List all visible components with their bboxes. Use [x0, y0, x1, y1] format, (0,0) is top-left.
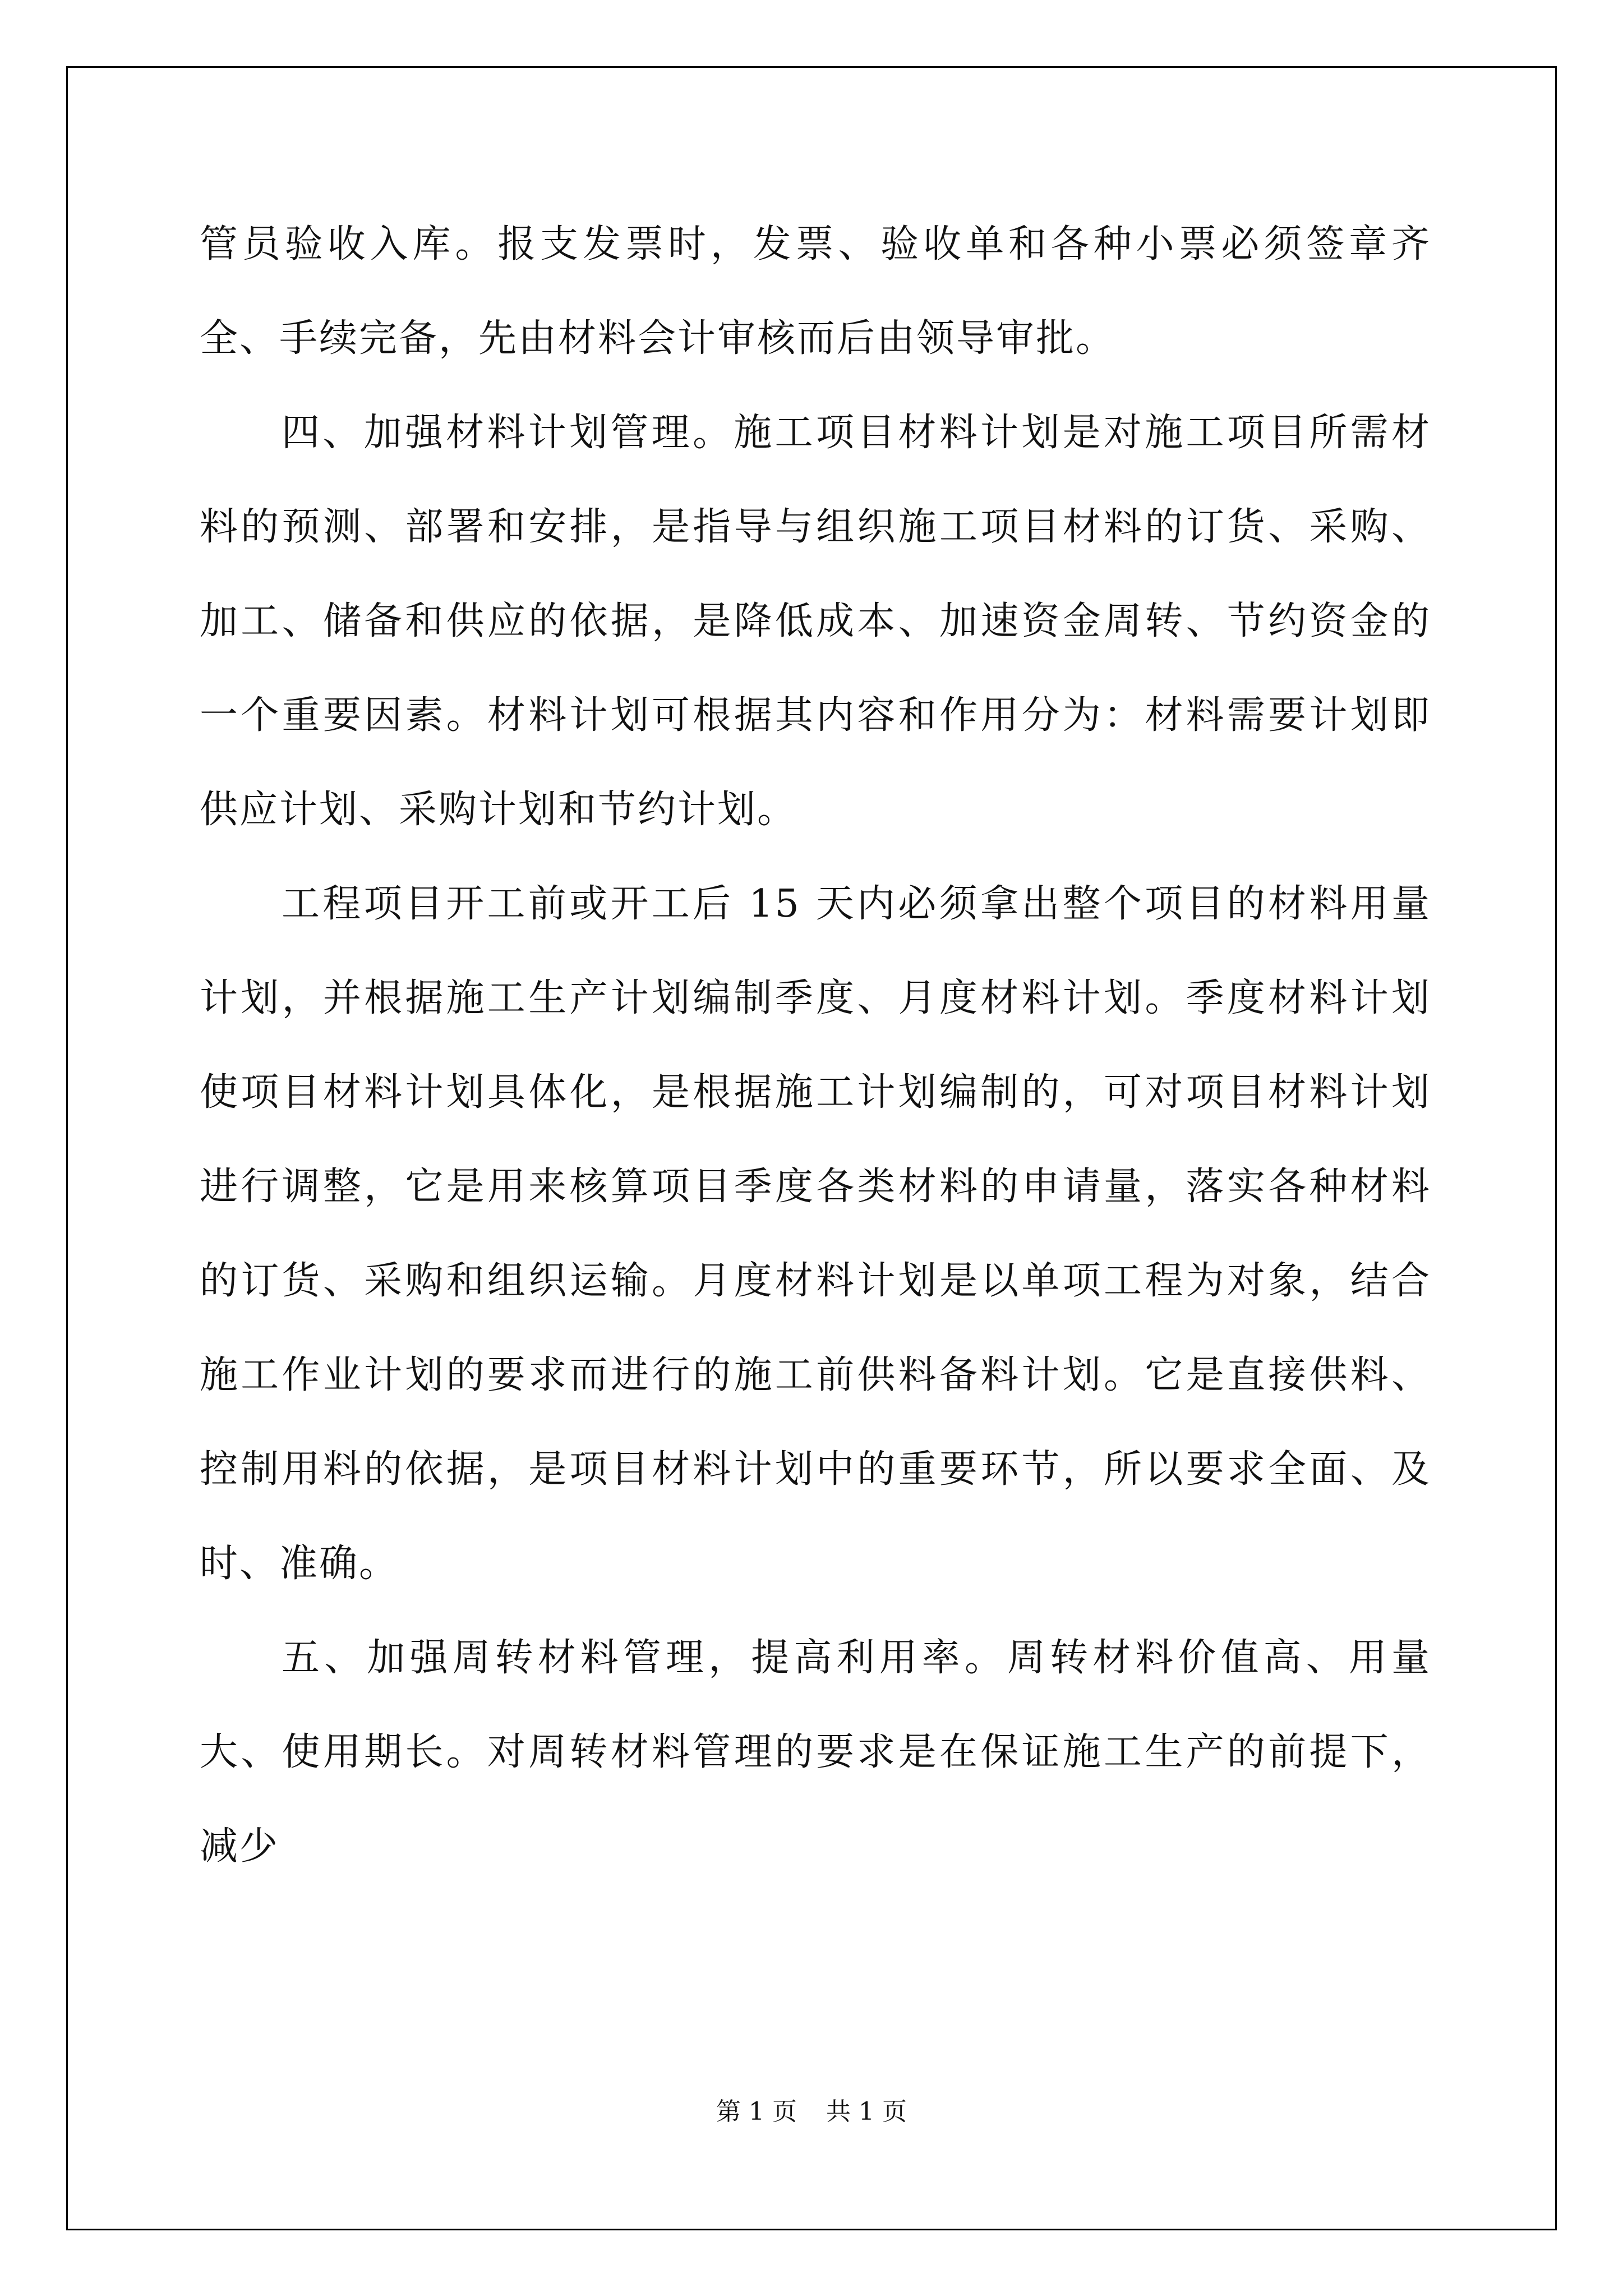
paragraph-2: 四、加强材料计划管理。施工项目材料计划是对施工项目所需材料的预测、部署和安排，是指导与组织施工项目材料的订货、采购、加工、储备和供应的依据，是降低成本、加速资金周转、节约资金的一个重要因素。材料计划可根据其内容和作用分为：材料需要计划即供应计划、采购计划和节约计划。	[200, 411, 1431, 832]
paragraph-4: 五、加强周转材料管理，提高利用率。周转材料价值高、用量大、使用期长。对周转材料管理的要求是在保证施工生产的前提下，减少	[200, 1636, 1431, 1869]
page-footer	[0, 2091, 1623, 2127]
paragraph-3: 工程项目开工前或开工后 15 天内必须拿出整个项目的材料用量计划，并根据施工生产计划编制季度、月度材料计划。季度材料计划使项目材料计划具体化，是根据施工计划编制的，可对项目材料计划进行调整，它是用来核算项目季度各类材料的申请量，落实各种材料的订货、采购和组织运输。月度材料计划是以单项工程为对象，结合施工作业计划的要求而进行的施工前供料备料计划。它是直接供料、控制用料的依据，是项目材料计划中的重要环节，所以要求全面、及时、准确。	[200, 882, 1431, 1586]
total-pages: 共 1 页	[826, 2097, 907, 2126]
page-number: 第 1 页	[716, 2097, 797, 2126]
document-body	[200, 197, 1431, 1894]
paragraph-1: 管员验收入库。报支发票时，发票、验收单和各种小票必须签章齐全、手续完备，先由材料会计审核而后由领导审批。	[200, 222, 1431, 361]
